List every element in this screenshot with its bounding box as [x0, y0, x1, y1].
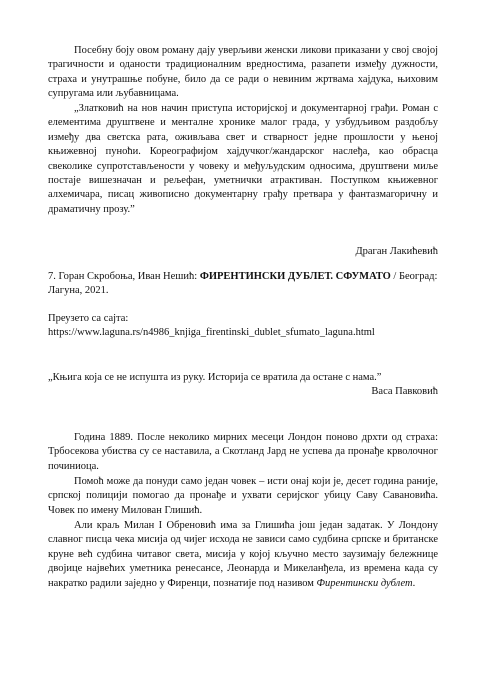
review-quote-paragraph: „Златковић на нов начин приступа историјској и документарној грађи. Роман с елементима друштвене и менталне хронике малог града, у узбудљивом раздобљу између два светска рата, оживљава свет и стварност једне прошлости у њеној књижевној пуноћи. Кореографијом хајдучког/жандарског наслеђа, као обрасца свеколике супротстављености у човеку и међуљудским односима, друштвени миље постаје вишезначан и рељефан, уметнички атрактиван. Поступком књижевног алхемичара, писац живописно документарну грађу претвара у фантазмагоричну и драматичну прозу.” [48, 103, 438, 215]
synopsis-paragraph-3-end: . [412, 577, 416, 589]
review-author: Драган Лакићевић [355, 246, 438, 257]
book-quote: „Књига која се не испушта из руку. Историја се вратила да остане с нама.” [48, 372, 382, 383]
book-publisher: / Београд: Лагуна, 2021. [48, 271, 438, 297]
italic-book-title: Фирентински дублет [316, 577, 413, 589]
synopsis-paragraph-3 [48, 519, 438, 591]
synopsis-paragraph-2: Помоћ може да понуди само један човек – исти онај који је, десет година раније, српској полицији помогао да пронађе и ухвати серијског убицу Саву Савановића. Човек по имену Милован Глишић. [48, 476, 438, 516]
source-block [48, 312, 438, 341]
synopsis-paragraph-3-text: Али краљ Милан I Обреновић има за Глишића још један задатак. У Лондону славног писца чека мисија од чијег исхода не зависи само судбина српске и британске круне већ судбина читавог света, мисија у којој кључно место заузимају бележнице двојице највећих уметника ренесансе, Леонарда и Микеланђела, из времена када су накратко радили заједно у Фиренци, познатије под називом [48, 520, 438, 589]
source-url[interactable]: https://www.laguna.rs/n4986_knjiga_firentinski_dublet_sfumato_laguna.html [48, 327, 375, 339]
quote-author: Васа Павковић [371, 386, 438, 397]
book-entry-heading [48, 270, 438, 299]
entry-number-authors: 7. Горан Скробоња, Иван Нешић: [48, 271, 200, 282]
source-label: Преузето са сајта: [48, 313, 129, 324]
book-title: ФИРЕНТИНСКИ ДУБЛЕТ. СФУМАТО [199, 271, 391, 282]
review-paragraph-1: Посебну боју овом роману дају уверљиви женски ликови приказани у свој својој трагичности и оданости традиционалним вредностима, разапети између дужности, страха и унутрашње побуне, било да се ради о невиним жртвама хајдука, њиховим супругама или љубавницама. [48, 45, 438, 100]
synopsis-paragraph-1: Година 1889. После неколико мирних месеци Лондон поново дрхти од страха: Трбосекова убиства су се наставила, а Скотланд Јард не успева да пронађе крволочног починиоца. [48, 432, 438, 472]
